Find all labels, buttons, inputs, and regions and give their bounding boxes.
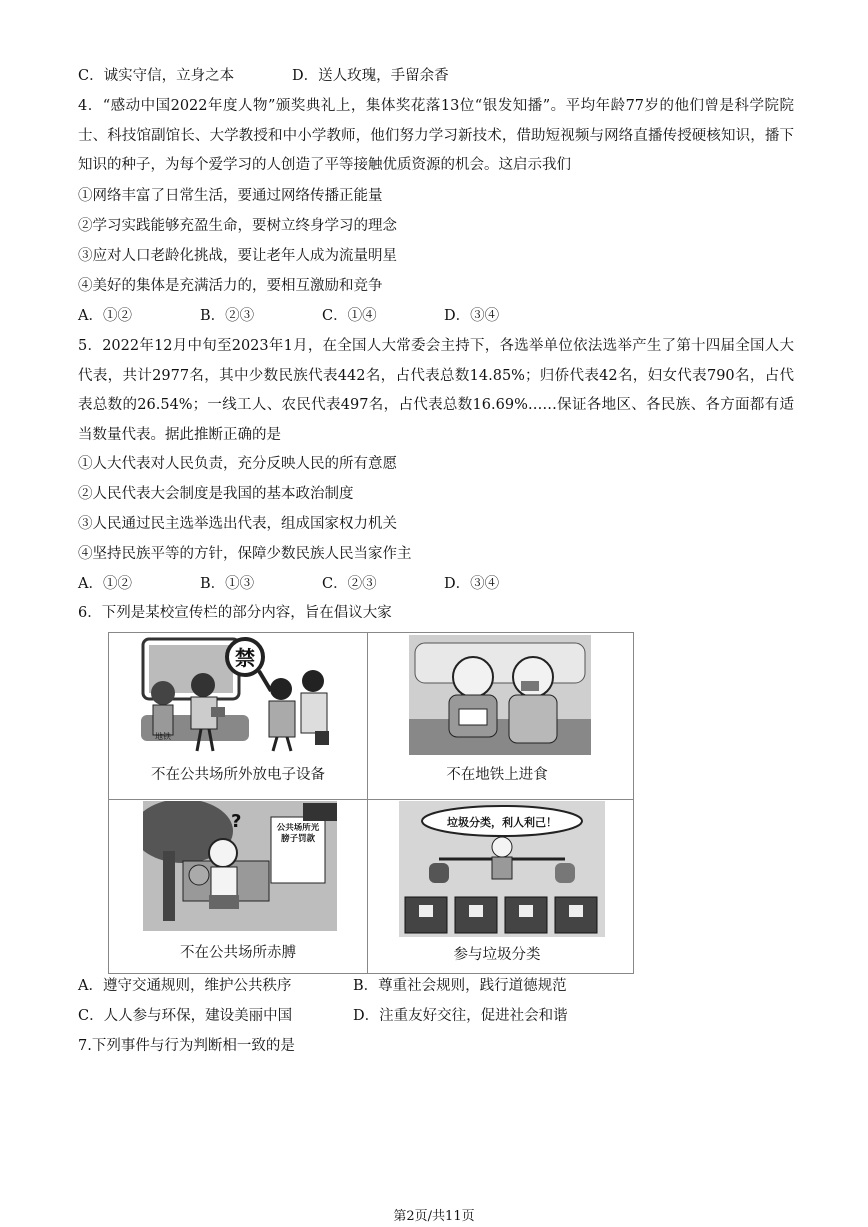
caption-no-shirtless: 不在公共场所赤膊	[180, 945, 296, 961]
illustration-garbage-sorting	[399, 801, 605, 937]
q6-option-a: A．遵守交通规则，维护公共秩序	[78, 978, 292, 994]
q5-stem: 5．2022年12月中旬至2023年1月，在全国人大常委会主持下，各选举单位依法选举产生了第十四届全国人大代表，共计2977名，其中少数民族代表442名，占代表总数14.85%；归侨代表42名，妇女代表790名，占代表总数的26.54%；一线工人、农民代表497名，占代表总数16.69%……保证各地区、各民族、各方面都有适当数量代表。据此推断正确的是	[78, 338, 794, 444]
q6-stem: 6．下列是某校宣传栏的部分内容，旨在倡议大家	[78, 605, 392, 621]
q6-option-b: B．尊重社会规则，践行道德规范	[353, 978, 567, 994]
q4-option-d: D．③④	[444, 308, 500, 324]
caption-no-eating-subway: 不在地铁上进食	[446, 767, 548, 783]
q4-option-b: B．②③	[200, 308, 255, 324]
q5-item-1: ①人大代表对人民负责，充分反映人民的所有意愿	[78, 456, 397, 472]
q4-option-c: C．①④	[322, 308, 377, 324]
q5-option-b: B．①③	[200, 576, 255, 592]
q4-stem: 4．“感动中国2022年度人物”颁奖典礼上，集体奖花落13位“银发知播”。平均年龄77岁的他们曾是科学院院士、科技馆副馆长、大学教授和中小学教师，他们努力学习新技术，借助短视频与网络直播传授硬核知识，播下知识的种子，为每个爱学习的人创造了平等接触优质资源的机会。这启示我们	[78, 98, 794, 174]
q3-option-c: C．诚实守信，立身之本	[78, 68, 235, 84]
q5-option-d: D．③④	[444, 576, 500, 592]
q6-option-d: D．注重友好交往，促进社会和谐	[353, 1008, 568, 1024]
q7-stem: 7.下列事件与行为判断相一致的是	[78, 1038, 295, 1054]
subway-tag-text: 地铁	[155, 732, 171, 741]
sign-prohibit-text: 禁	[235, 646, 255, 670]
illustration-no-loud-devices	[141, 635, 335, 753]
q4-option-a: A．①②	[78, 308, 132, 324]
illustration-no-shirtless	[143, 801, 337, 931]
illustration-no-eating-subway	[409, 635, 591, 755]
q6-option-c: C．人人参与环保，建设美丽中国	[78, 1008, 293, 1024]
q5-item-4: ④坚持民族平等的方针，保障少数民族人民当家作主	[78, 546, 412, 562]
fine-notice-text: 公共场所光膀子罚款	[276, 823, 320, 844]
poster-grid	[108, 632, 634, 974]
q4-item-2: ②学习实践能够充盈生命，要树立终身学习的理念	[78, 218, 397, 234]
caption-garbage-sorting: 参与垃圾分类	[453, 947, 541, 963]
grid-divider-vertical	[367, 633, 368, 973]
q5-item-2: ②人民代表大会制度是我国的基本政治制度	[78, 486, 354, 502]
caption-no-loud-devices: 不在公共场所外放电子设备	[151, 767, 325, 783]
q4-item-1: ①网络丰富了日常生活，要通过网络传播正能量	[78, 188, 383, 204]
sorting-banner-text: 垃圾分类，利人利己！	[447, 816, 557, 829]
q4-item-4: ④美好的集体是充满活力的，要相互激励和竞争	[78, 278, 383, 294]
q5-item-3: ③人民通过民主选举选出代表，组成国家权力机关	[78, 516, 397, 532]
page-footer: 第2页/共11页	[393, 1209, 475, 1224]
grid-divider-horizontal	[109, 799, 633, 800]
q5-option-a: A．①②	[78, 576, 132, 592]
q3-option-d: D．送人玫瑰，手留余香	[292, 68, 449, 84]
question-marks-icon: ?	[231, 811, 242, 832]
q4-item-3: ③应对人口老龄化挑战，要让老年人成为流量明星	[78, 248, 397, 264]
q5-option-c: C．②③	[322, 576, 377, 592]
